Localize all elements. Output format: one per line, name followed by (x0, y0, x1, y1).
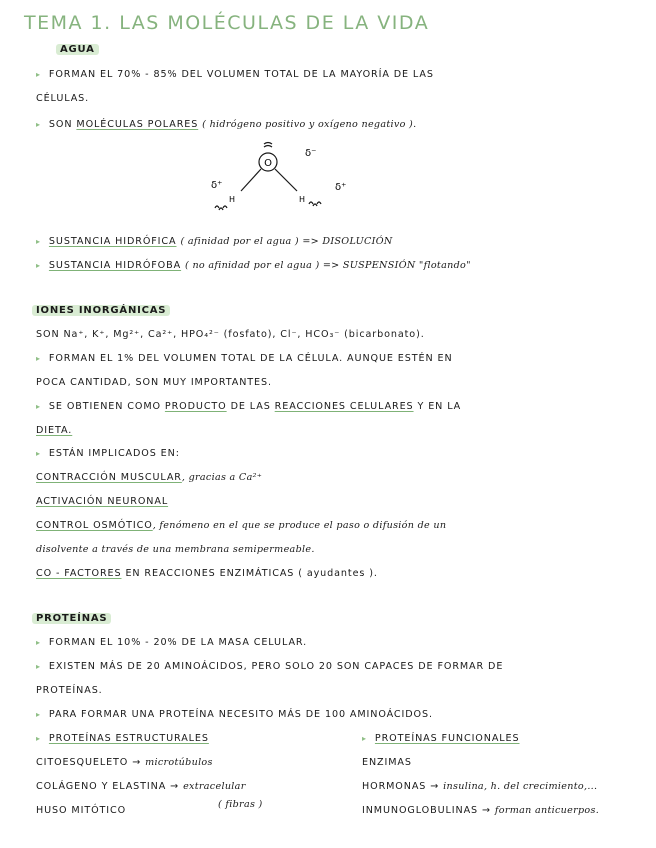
proteinas-line-1-text: FORMAN EL 10% - 20% DE LA MASA CELULAR. (48, 637, 308, 648)
estructurales-row-3-term: HUSO MITÓTICO (36, 805, 127, 816)
estructurales-row-1 (36, 757, 213, 768)
section-heading-agua: AGUA (56, 44, 99, 55)
bullet-icon: ▸ (36, 449, 41, 458)
arrow-right-icon: → (170, 781, 180, 792)
bullet-icon: ▸ (36, 237, 41, 246)
iones-line-3-mid: DE LAS (230, 401, 271, 412)
iones-line-2-text: FORMAN EL 1% DEL VOLUMEN TOTAL DE LA CÉLULA. AUNQUE ESTÉN EN (48, 353, 453, 364)
proteinas-line-2-text: EXISTEN MÁS DE 20 AMINOÁCIDOS, PERO SOLO 20 SON CAPACES DE FORMAR DE (48, 661, 504, 672)
funcionales-heading (362, 733, 520, 744)
iones-line-3-tail: Y EN LA (417, 401, 462, 412)
estructurales-row-1-term: CITOESQUELETO (36, 757, 129, 768)
agua-line-1b: CÉLULAS. (36, 93, 90, 104)
iones-line-3 (36, 401, 461, 412)
agua-line-1-text: FORMAN EL 70% - 85% DEL VOLUMEN TOTAL DE LA MAYORÍA DE LAS (48, 69, 434, 80)
bullet-icon: ▸ (36, 734, 41, 743)
arrow-right-icon: → (481, 805, 491, 816)
hidrofoba-note: ( no afinidad por el agua ) => SUSPENSIÓN "flotando" (185, 260, 471, 271)
iones-line-2 (36, 353, 453, 364)
cofactores-term: CO - FACTORES (36, 568, 122, 579)
funcionales-row-2 (362, 781, 652, 792)
proteinas-line-3-text: PARA FORMAR UNA PROTEÍNA NECESITO MÁS DE 100 AMINOÁCIDOS. (48, 709, 433, 720)
funcionales-row-3-note: forman anticuerpos. (494, 805, 600, 816)
left-h-label: H (229, 195, 236, 204)
reacciones-term: REACCIONES CELULARES (274, 401, 414, 412)
funcionales-row-3 (362, 805, 599, 816)
oxygen-label: O (264, 158, 272, 169)
right-h-charge: δ⁺ (335, 182, 347, 193)
estructurales-heading (36, 733, 209, 744)
osmotico-term: CONTROL OSMÓTICO (36, 520, 153, 531)
dieta-term: DIETA. (36, 425, 73, 436)
bullet-icon: ▸ (36, 354, 41, 363)
agua-line-2-lead: SON (48, 119, 73, 130)
funcionales-row-3-term: INMUNOGLOBULINAS (362, 805, 479, 816)
water-molecule-diagram (205, 138, 365, 220)
estructurales-row-3-note: ( fibras ) (218, 799, 263, 810)
iones-line-7 (36, 520, 446, 531)
estructurales-row-2-term: COLÁGENO Y ELASTINA (36, 781, 167, 792)
lone-pair-icon (264, 143, 272, 148)
proteinas-line-1 (36, 637, 307, 648)
iones-line-1: SON Na⁺, K⁺, Mg²⁺, Ca²⁺, HPO₄²⁻ (fosfato), Cl⁻, HCO₃⁻ (bicarbonato). (36, 329, 425, 340)
left-h-charge: δ⁺ (211, 180, 223, 191)
funcionales-row-2-term: HORMONAS (362, 781, 427, 792)
activacion-term: ACTIVACIÓN NEURONAL (36, 496, 169, 507)
bullet-icon: ▸ (36, 70, 41, 79)
cofactores-note: EN REACCIONES ENZIMÁTICAS ( ayudantes ). (125, 568, 378, 579)
contraccion-term: CONTRACCIÓN MUSCULAR (36, 472, 182, 483)
arrow-right-icon: → (132, 757, 142, 768)
funcionales-heading-text: PROTEÍNAS FUNCIONALES (374, 733, 520, 744)
iones-line-5 (36, 472, 262, 483)
agua-line-1 (36, 69, 434, 80)
proteinas-line-2b: PROTEÍNAS. (36, 685, 103, 696)
agua-line-2 (36, 119, 416, 130)
iones-line-2b: POCA CANTIDAD, SON MUY IMPORTANTES. (36, 377, 272, 388)
hidrofoba-term: SUSTANCIA HIDRÓFOBA (48, 260, 182, 271)
iones-line-3-lead: SE OBTIENEN COMO (48, 401, 161, 412)
hidrofilica-term: SUSTANCIA HIDRÓFICA (48, 236, 177, 247)
agua-line-3 (36, 236, 393, 247)
estructurales-row-1-note: microtúbulos (145, 757, 213, 768)
estructurales-row-2 (36, 781, 246, 792)
hydrogen-bond-right-icon (309, 202, 321, 206)
agua-polar-term: MOLÉCULAS POLARES (76, 119, 199, 130)
hydrogen-bond-left-icon (215, 206, 227, 210)
bullet-icon: ▸ (362, 734, 367, 743)
hidrofilica-note: ( afinidad por el agua ) => DISOLUCIÓN (180, 236, 393, 247)
agua-line-4 (36, 260, 471, 271)
section-heading-proteinas: PROTEÍNAS (32, 613, 111, 624)
bullet-icon: ▸ (36, 662, 41, 671)
iones-line-4 (36, 448, 180, 459)
page-title: TEMA 1. LAS MOLÉCULAS DE LA VIDA (24, 12, 430, 34)
producto-term: PRODUCTO (164, 401, 227, 412)
arrow-right-icon: → (430, 781, 440, 792)
bullet-icon: ▸ (36, 710, 41, 719)
contraccion-note: , gracias a Ca²⁺ (181, 472, 263, 483)
bullet-icon: ▸ (36, 402, 41, 411)
right-h-label: H (299, 195, 306, 204)
bullet-icon: ▸ (36, 120, 41, 129)
iones-line-8 (36, 568, 378, 579)
oxygen-charge: δ⁻ (305, 148, 317, 159)
proteinas-line-3 (36, 709, 433, 720)
iones-line-7c: disolvente a través de una membrana semipermeable. (36, 544, 315, 555)
iones-line-4-text: ESTÁN IMPLICADOS EN: (48, 448, 180, 459)
funcionales-row-2-note: insulina, h. del crecimiento,... (443, 781, 598, 792)
funcionales-row-1: ENZIMAS (362, 757, 412, 768)
estructurales-heading-text: PROTEÍNAS ESTRUCTURALES (48, 733, 209, 744)
bullet-icon: ▸ (36, 261, 41, 270)
osmotico-note: , fenómeno en el que se produce el paso o difusión de un (152, 520, 447, 531)
estructurales-row-2-note: extracelular (183, 781, 246, 792)
agua-polar-note: ( hidrógeno positivo y oxígeno negativo ). (202, 119, 417, 130)
section-heading-iones: IONES INORGÁNICAS (32, 305, 170, 316)
proteinas-line-2 (36, 661, 503, 672)
bullet-icon: ▸ (36, 638, 41, 647)
estructurales-row-3 (36, 805, 126, 816)
